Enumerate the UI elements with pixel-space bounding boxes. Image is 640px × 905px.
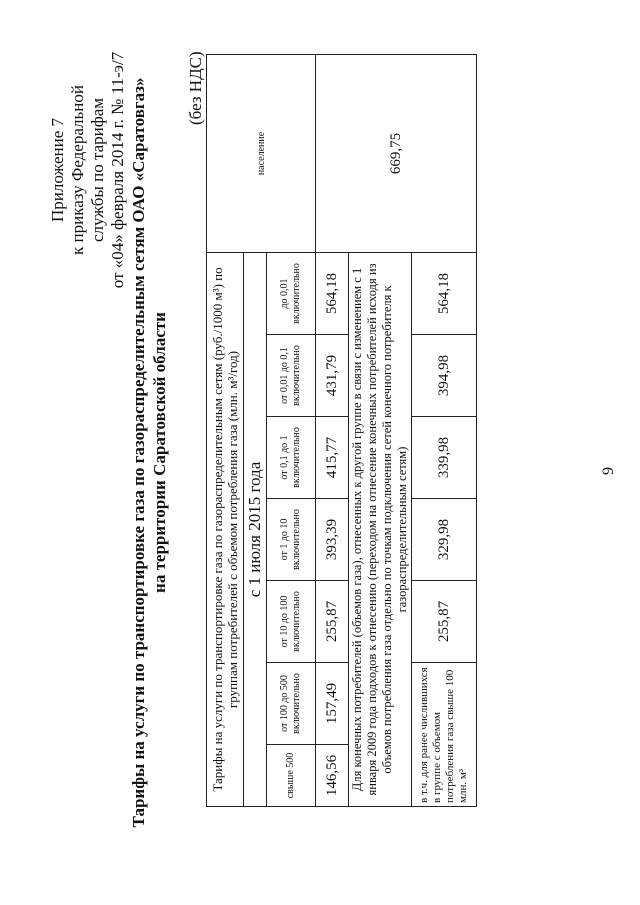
table-header-date: с 1 июля 2015 года (244, 252, 267, 806)
group-header: свыше 500 (267, 745, 316, 807)
group-header: от 0,1 до 1 включительно (267, 417, 316, 499)
appendix-block (48, 30, 128, 310)
reclassification-note: Для конечных потребителей (объемов газа), отнесенных к другой группе в связи с изменением с 1 января 2009 года подходов к отнесению (переходом на отнесение конечных потребителей исходя из объемов потребления газа отдельно по точкам подключения сетей конечного потребителя к газораспределительным сетям) (349, 252, 412, 806)
page-number: 9 (600, 467, 617, 475)
group-header: от 100 до 500 включительно (267, 663, 316, 745)
title-line: Тарифы на услуги по транспортировке газа по газораспределительным сетям ОАО «Саратовгаз» (129, 77, 148, 828)
tariff-value: 393,39 (316, 499, 349, 581)
group-header: от 0,01 до 0,1 включительно (267, 335, 316, 417)
title-line: на территории Саратовской области (150, 312, 169, 593)
group-header: от 10 до 100 включительно (267, 581, 316, 663)
group-header: от 1 до 10 включительно (267, 499, 316, 581)
sub-tariff-value: 329,98 (412, 499, 477, 581)
group-header: до 0,01 включительно (267, 252, 316, 334)
tariff-value: 431,79 (316, 335, 349, 417)
group-header-population: население (207, 54, 316, 252)
sub-tariff-value: 339,98 (412, 417, 477, 499)
appendix-line: Приложение 7 (48, 118, 67, 222)
sub-tariff-value: 255,87 (412, 581, 477, 663)
table-header-main: Тарифы на услуги по транспортировке газа по газораспределительным сетям (руб./1000 м³) по группам потребителей с объемом потребления газа (млн. м³/год) (207, 252, 244, 806)
appendix-line: службы по тарифам (88, 97, 107, 243)
tariff-value: 415,77 (316, 417, 349, 499)
population-value: 669,75 (316, 54, 477, 252)
appendix-line: от «04» февраля 2014 г. № 11-э/7 (108, 51, 127, 289)
sub-tariff-value: 564,18 (412, 252, 477, 334)
tariff-table (206, 54, 477, 807)
tariff-value: 255,87 (316, 581, 349, 663)
tariff-value: 157,49 (316, 663, 349, 745)
tariff-value: 564,18 (316, 252, 349, 334)
vat-note: (без НДС) (186, 51, 205, 125)
sub-tariff-value: 394,98 (412, 335, 477, 417)
appendix-line: к приказу Федеральной (68, 85, 87, 255)
sub-note: в т.ч. для ранее числившихся в группе с объемом потребления газа свыше 100 млн. м³ (412, 663, 477, 807)
tariff-value: 146,56 (316, 745, 349, 807)
document-title (128, 30, 170, 875)
